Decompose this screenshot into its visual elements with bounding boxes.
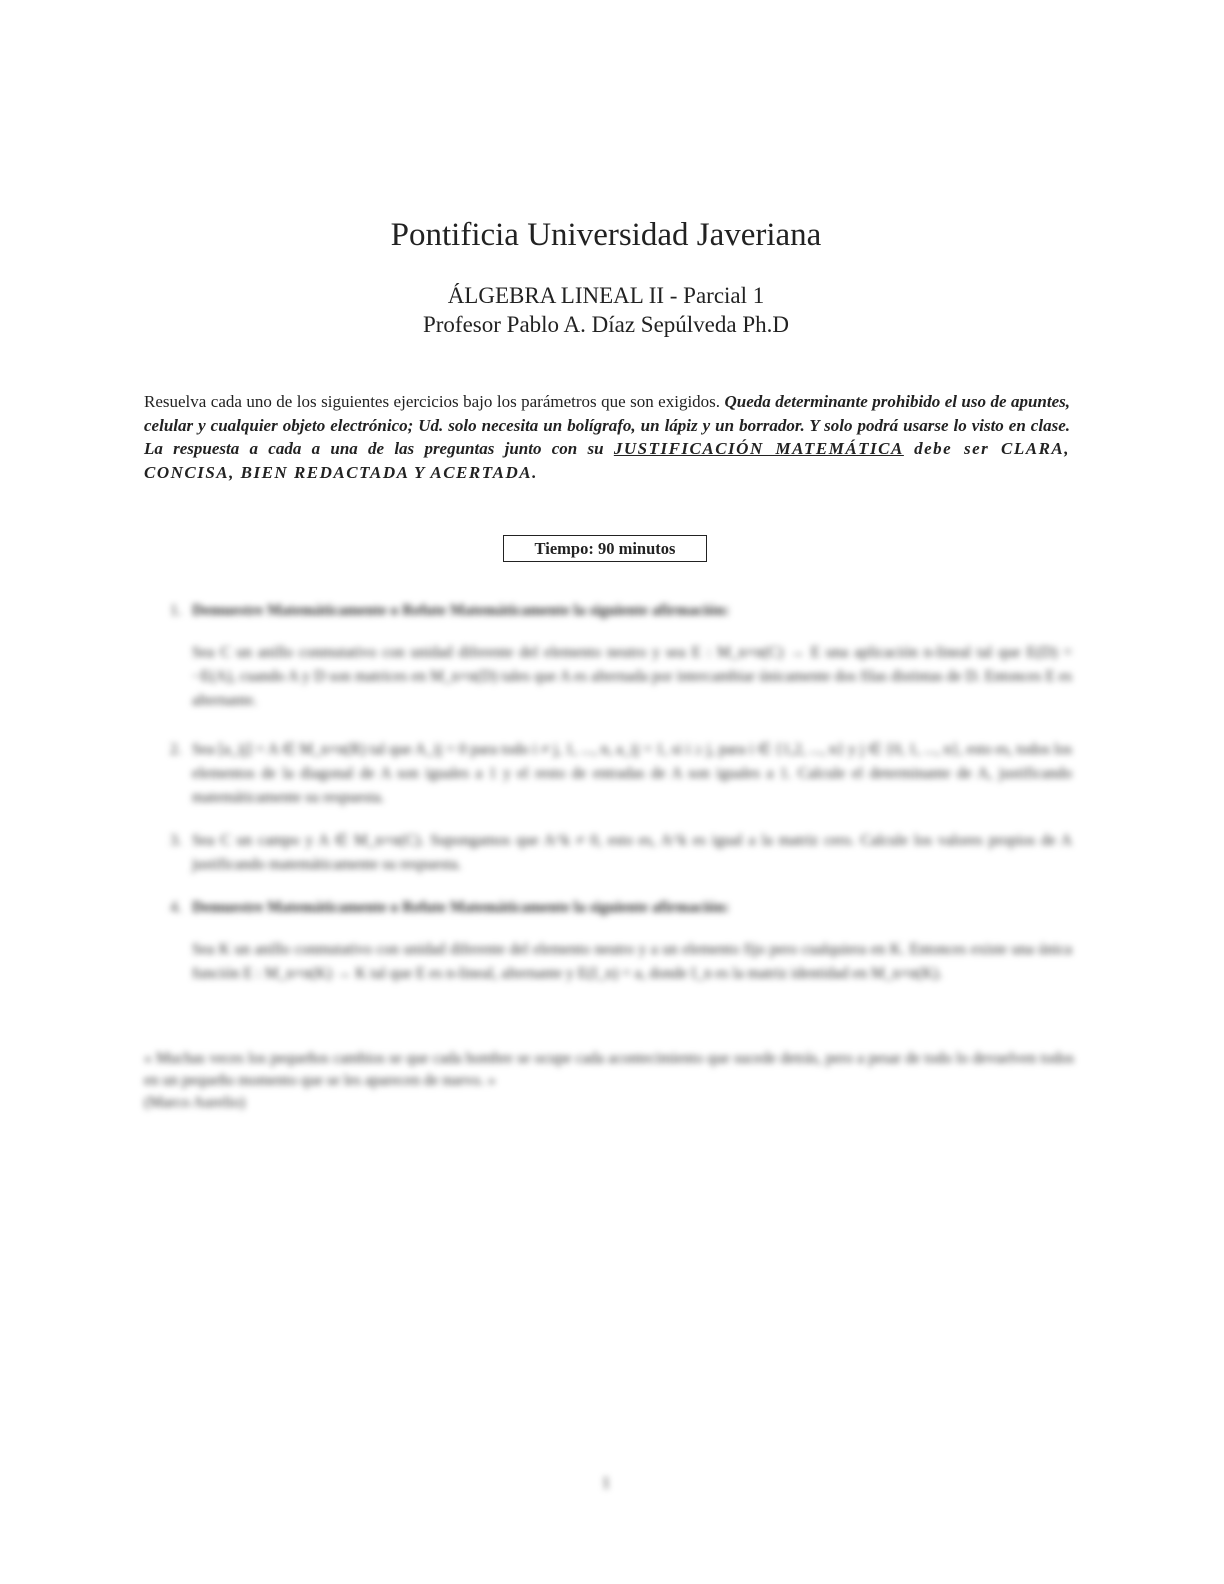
- quote-text: « Muchas veces los pequeños cambios se que cada hombre se ocupe cada acontecimiento que sucede detrás, pero a pesar de todo lo devuelven todos en un pequeño momento que se les aparecen de nuevo. »: [144, 1050, 1074, 1089]
- professor-name: Profesor Pablo A. Díaz Sepúlveda Ph.D: [422, 312, 790, 337]
- instructions-rules: Queda determinante prohibido el uso de apuntes, celular y cualquier objeto electrónico; Ud. solo necesita un bolígrafo, un lápiz y un borrador. Y solo podrá usarse lo visto en clase. La respuesta a cada a una de las preguntas junto con su: [144, 392, 1070, 458]
- institution-title: Pontificia Universidad Javeriana: [390, 217, 822, 253]
- course-title: ÁLGEBRA LINEAL II - Parcial 1: [447, 283, 765, 308]
- instructions-intro: Resuelva cada uno de los siguientes ejercicios bajo los parámetros que son exigidos.: [144, 392, 721, 411]
- time-limit-box: Tiempo: 90 minutos: [503, 535, 707, 562]
- exercise-3: [170, 829, 1072, 877]
- exercise-number: 3.: [170, 832, 182, 849]
- instructions-paragraph: [144, 390, 1070, 484]
- exercise-1: [170, 599, 1072, 713]
- page-number: 1: [601, 1473, 611, 1492]
- instructions-requirement: debe ser CLARA, CONCISA, BIEN REDACTADA Y ACERTADA.: [144, 439, 1071, 482]
- exercise-body: Sea [a_ij] = A ∈ M_n×n(R) tal que A_ij = 0 para todo i ≠ j, 1, ..., n, a_ij = 1, si i ≥ j, para i ∈ {1,2, ..., n} y j ∈ {0, 1, ..., n}, esto es, todos los elementos de la diagonal de A son iguales a 1 y el resto de entradas de A son iguales a 1. Calcule el determinante de A, justificando matemáticamente su respuesta.: [192, 741, 1072, 806]
- exercise-heading: Demuestre Matemáticamente o Refute Matemáticamente la siguiente afirmación:: [192, 899, 730, 916]
- quote-author: (Marco Aurelio): [144, 1094, 246, 1111]
- exercise-4: [170, 896, 1072, 986]
- exercise-number: 2.: [170, 741, 182, 758]
- exercise-body: Sea C un anillo conmutativo con unidad diferente del elemento neutro y sea E : M_n×n(C) → E una aplicación n-lineal tal que E(D) = −E(A), cuando A y D son matrices en M_n×n(D) tales que A es alternada por intercambiar únicamente dos filas distintas de D. Entonces E es alternante.: [192, 644, 1072, 709]
- exercise-number: 1.: [170, 602, 182, 619]
- instructions-justification: JUSTIFICACIÓN MATEMÁTICA: [613, 439, 904, 458]
- exercise-body: Sea C un campo y A ∈ M_n×n(C). Supongamos que A^k ≠ 0, esto es, A^k es igual a la matriz cero. Calcule los valores propios de A justificando matemáticamente su respuesta.: [192, 832, 1072, 873]
- closing-quote: [144, 1048, 1074, 1114]
- exercise-body: Sea K un anillo conmutativo con unidad diferente del elemento neutro y a un elemento fijo pero cualquiera en K. Entonces existe una única función E : M_n×n(K) → K tal que E es n-lineal, alternante y E(I_n) = a, donde I_n es la matriz identidad en M_n×n(K).: [192, 941, 1072, 982]
- exercise-number: 4.: [170, 899, 182, 916]
- exercise-2: [170, 738, 1072, 810]
- exercise-heading: Demuestre Matemáticamente o Refute Matemáticamente la siguiente afirmación:: [192, 602, 730, 619]
